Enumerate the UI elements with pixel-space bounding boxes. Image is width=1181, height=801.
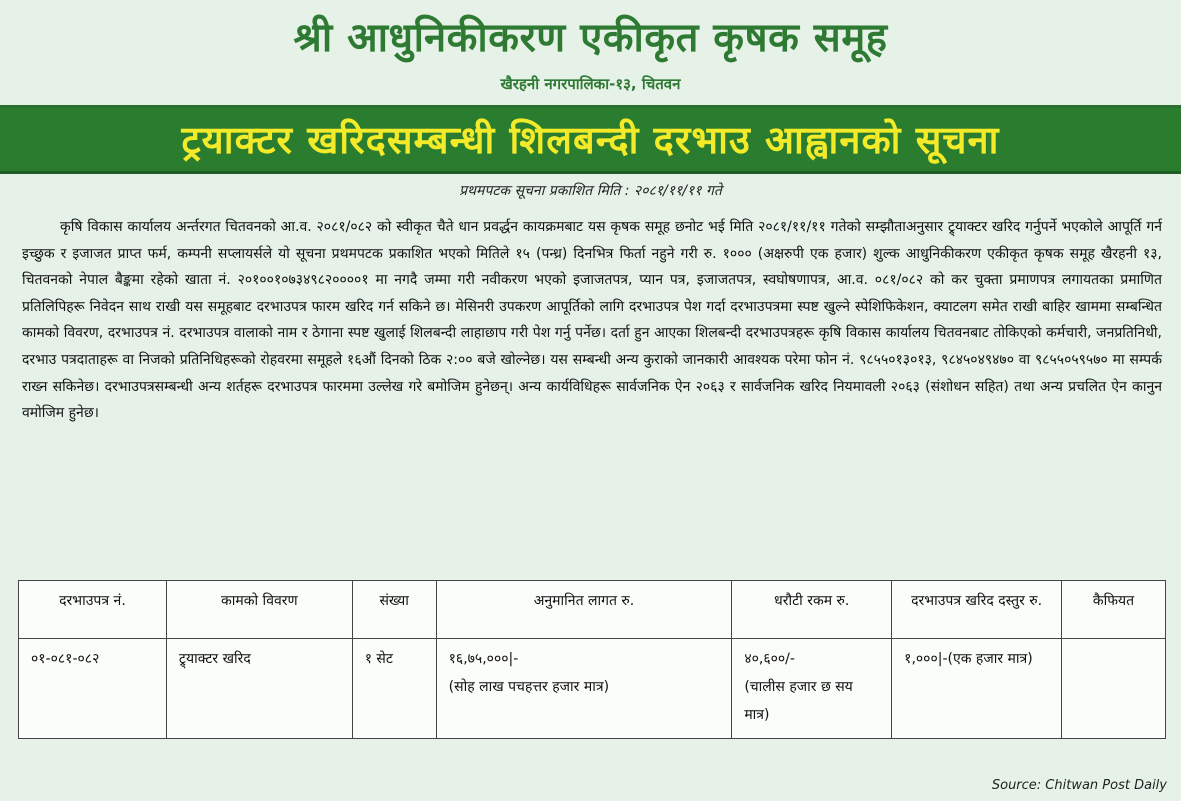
header-work-description: कामको विवरण — [166, 581, 352, 639]
cell-estimated-cost — [436, 639, 732, 739]
header-deposit-amount: धरौटी रकम रु. — [732, 581, 892, 639]
header-quantity: संख्या — [352, 581, 436, 639]
cell-purchase-fee: १,०००|-(एक हजार मात्र) — [892, 639, 1062, 739]
header-purchase-fee: दरभाउपत्र खरिद दस्तुर रु. — [892, 581, 1062, 639]
tender-table — [18, 580, 1166, 739]
organization-address: खैरहनी नगरपालिका-१३, चितवन — [500, 75, 681, 93]
table-row — [19, 639, 1166, 739]
notice-banner-title: ट्रयाक्टर खरिदसम्बन्धी शिलबन्दी दरभाउ आह्वानको सूचना — [181, 118, 1000, 162]
cell-tender-number: ०१-०८१-०८२ — [19, 639, 167, 739]
cell-quantity: १ सेट — [352, 639, 436, 739]
publication-date: प्रथमपटक सूचना प्रकाशित मिति : २०८१/११/११ गते — [459, 183, 722, 199]
source-credit: Source: Chitwan Post Daily — [991, 778, 1167, 793]
estimated-cost-words: (सोह लाख पचहत्तर हजार मात्र) — [448, 679, 610, 695]
header-estimated-cost: अनुमानित लागत रु. — [436, 581, 732, 639]
notice-banner — [0, 108, 1181, 174]
header-remarks: कैफियत — [1062, 581, 1166, 639]
header-tender-number: दरभाउपत्र नं. — [19, 581, 167, 639]
cell-work-description: ट्र्याक्टर खरिद — [166, 639, 352, 739]
cell-deposit-amount — [732, 639, 892, 739]
notice-header — [0, 0, 1181, 108]
deposit-amount: ४०,६००/- — [744, 651, 795, 667]
organization-title: श्री आधुनिकीकरण एकीकृत कृषक समूह — [293, 15, 888, 61]
notice-body: कृषि विकास कार्यालय अर्न्तरगत चितवनको आ.व. २०८१/०८२ को स्वीकृत चैते धान प्रवर्द्धन कायक्रमबाट यस कृषक समूह छनोट भई मिति २०८१/११/११ गतेको सम्झौताअनुसार ट्र्याक्टर खरिद गर्नुपर्ने भएकोले आपूर्ति गर्न इच्छुक र इजाजत प्राप्त फर्म, कम्पनी सप्लायर्सले यो सूचना प्रथमपटक प्रकाशित भएको मितिले १५ (पन्ध्र) दिनभित्र फिर्ता नहुने गरी रु. १००० (अक्षरुपी एक हजार) शुल्क आधुनिकीकरण एकीकृत कृषक समूह खैरहनी १३, चितवनको नेपाल बैङ्कमा रहेको खाता नं. २०१००१०७३४९८२००००१ मा नगदै जम्मा गरी नवीकरण भएको इजाजतपत्र, प्यान पत्र, इजाजतपत्र, स्वघोषणापत्र, आ.व. ०८१/०८२ को कर चुक्ता प्रमाणपत्र लगायतका प्रमाणित प्रतिलिपिहरू निवेदन साथ राखी यस समूहबाट दरभाउपत्र फारम खरिद गर्न सकिने छ। मेसिनरी उपकरण आपूर्तिको लागि दरभाउपत्र पेश गर्दा दरभाउपत्रमा स्पष्ट खुल्ने स्पेशिफिकेशन, क्याटलग समेत राखी बाहिर खाममा सम्बन्धित कामको विवरण, दरभाउपत्र नं. दरभाउपत्र वालाको नाम र ठेगाना स्पष्ट खुलाई शिलबन्दी लाहाछाप गरी पेश गर्नु पर्नेछ। दर्ता हुन आएका शिलबन्दी दरभाउपत्रहरू कृषि विकास कार्यालय चितवनबाट तोकिएको कर्मचारी, जनप्रतिनिधी, दरभाउ पत्रदाताहरू वा निजको प्रतिनिधिहरूको रोहवरमा समूहले १६औं दिनको ठिक २:०० बजे खोल्नेछ। यस सम्बन्धी अन्य कुराको जानकारी आवश्यक परेमा फोन नं. ९८५५०१३०१३, ९८४५०४९४७० वा ९८५५०५९५७० मा सम्पर्क राख्न सकिनेछ। दरभाउपत्रसम्बन्धी अन्य शर्तहरू दरभाउपत्र फारममा उल्लेख गरे बमोजिम हुनेछन्। अन्य कार्यविधिहरू सार्वजनिक ऐन २०६३ र सार्वजनिक खरिद नियमावली २०६३ (संशोधन सहित) तथा अन्य प्रचलित ऐन कानुन वमोजिम हुनेछ। — [22, 219, 1162, 422]
deposit-words: (चालीस हजार छ सय मात्र) — [744, 679, 853, 723]
cell-remarks — [1062, 639, 1166, 739]
table-header-row — [19, 581, 1166, 639]
estimated-cost-amount: १६,७५,०००|- — [448, 651, 519, 667]
